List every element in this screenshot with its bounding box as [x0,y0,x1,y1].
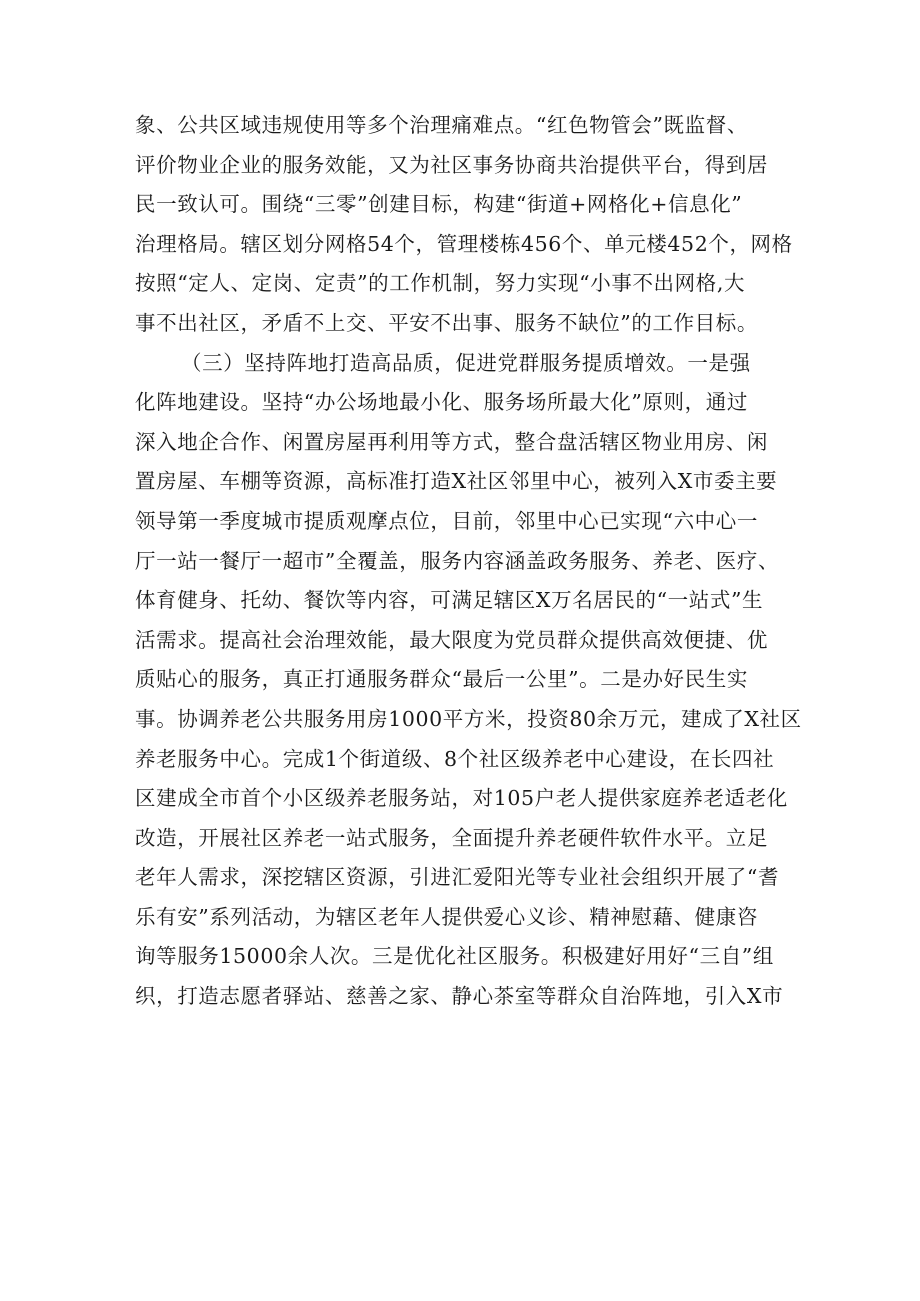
text-line: 置房屋、车棚等资源，高标准打造X社区邻里中心，被列入X市委主要 [135,469,778,494]
text-line: 织，打造志愿者驿站、慈善之家、静心茶室等群众自治阵地，引入X市 [135,984,784,1009]
text-line: 化阵地建设。坚持“办公场地最小化、服务场所最大化”原则，通过 [135,390,748,415]
text-line: 按照“定人、定岗、定责”的工作机制，努力实现“小事不出网格,大 [135,271,746,296]
text-line: 治理格局。辖区划分网格54个，管理楼栋456个、单元楼452个，网格 [135,231,793,256]
text-line: 询等服务15000余人次。三是优化社区服务。积极建好用好“三自”组 [135,944,774,969]
text-line: 深入地企合作、闲置房屋再利用等方式，整合盘活辖区物业用房、闲 [135,429,768,454]
text-line: 质贴心的服务，真正打通服务群众“最后一公里”。二是办好民生实 [135,667,748,692]
text-line: 领导第一季度城市提质观摩点位，目前，邻里中心已实现“六中心一 [135,508,758,533]
text-line: 乐有安”系列活动，为辖区老年人提供爱心义诊、精神慰藉、健康咨 [135,904,758,929]
text-line: 体育健身、托幼、餐饮等内容，可满足辖区X万名居民的“一站式”生 [135,588,764,613]
text-line: 象、公共区域违规使用等多个治理痛难点。“红色物管会”既监督、 [135,113,748,137]
text-line: 民一致认可。围绕“三零”创建目标，构建“街道+网格化+信息化” [135,192,743,217]
text-line: 改造，开展社区养老一站式服务，全面提升养老硬件软件水平。立足 [135,825,768,850]
text-line: 活需求。提高社会治理效能，最大限度为党员群众提供高效便捷、优 [135,627,768,652]
text-line: 老年人需求，深挖辖区资源，引进汇爱阳光等专业社会组织开展了“耆 [135,865,780,890]
section-heading-line: （三）坚持阵地打造高品质，促进党群服务提质增效。一是强 [181,350,751,375]
text-line: 养老服务中心。完成1个街道级、8个社区级养老中心建设，在长四社 [135,746,775,771]
text-line: 厅一站一餐厅一超市”全覆盖，服务内容涵盖政务服务、养老、医疗、 [135,548,780,573]
text-line: 评价物业企业的服务效能，又为社区事务协商共治提供平台，得到居 [135,152,768,177]
text-line: 事不出社区，矛盾不上交、平安不出事、服务不缺位”的工作目标。 [135,310,758,335]
body-text [135,106,802,1017]
text-line: 区建成全市首个小区级养老服务站，对105户老人提供家庭养老适老化 [135,786,788,811]
text-line: 事。协调养老公共服务用房1000平方米，投资80余万元，建成了X社区 [135,706,802,731]
